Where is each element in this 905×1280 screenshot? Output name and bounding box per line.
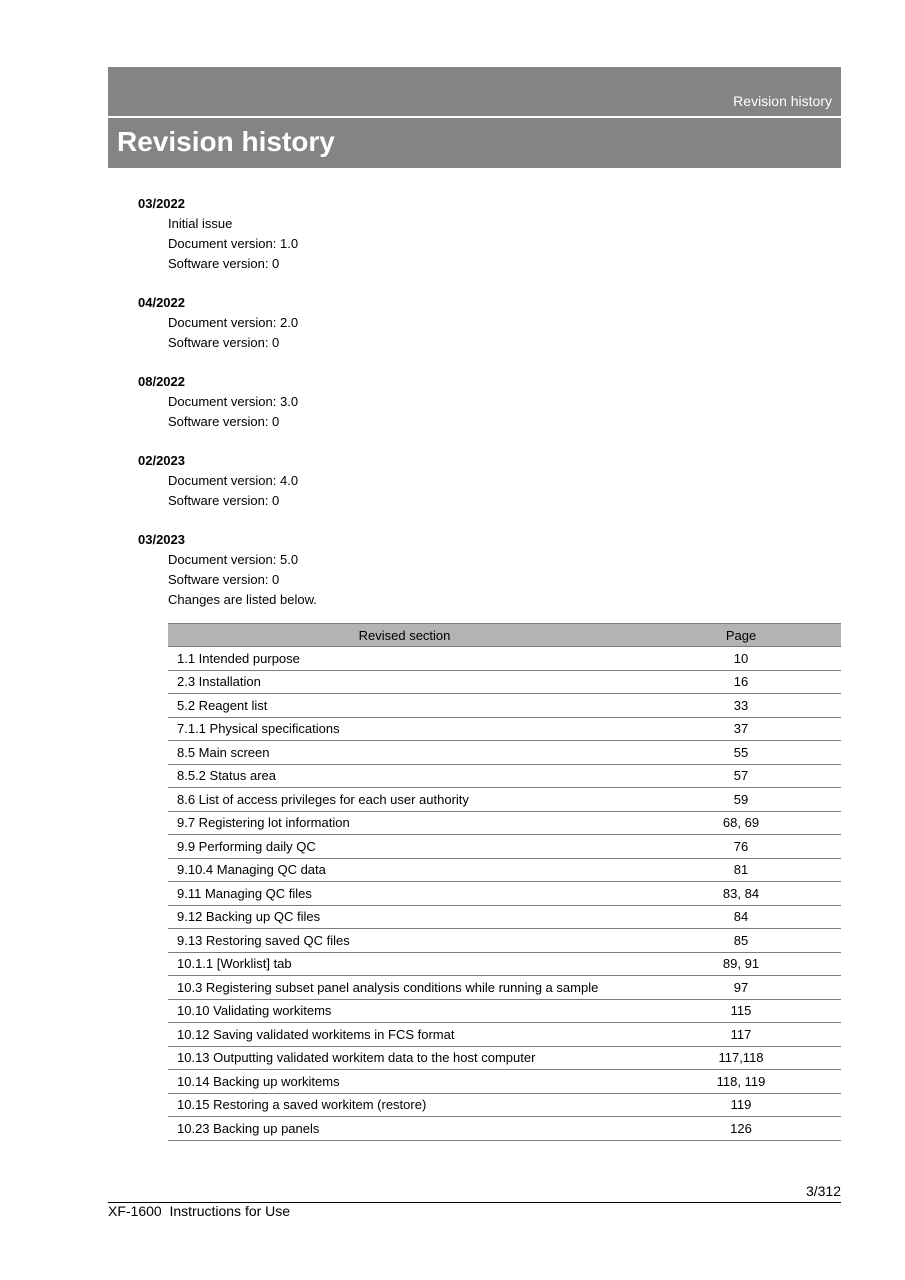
revised-section-cell: 10.1.1 [Worklist] tab bbox=[168, 952, 641, 976]
revised-sections-table bbox=[168, 623, 841, 1141]
revision-detail: Initial issue bbox=[168, 216, 233, 231]
revised-section-cell: 5.2 Reagent list bbox=[168, 694, 641, 718]
table-row bbox=[168, 976, 841, 1000]
page-cell: 115 bbox=[641, 999, 841, 1023]
page-cell: 55 bbox=[641, 741, 841, 765]
revision-entry bbox=[138, 451, 838, 511]
revision-date: 03/2022 bbox=[138, 196, 185, 211]
revision-entry bbox=[138, 293, 838, 353]
page-cell: 89, 91 bbox=[641, 952, 841, 976]
page-cell: 37 bbox=[641, 717, 841, 741]
revised-section-cell: 9.7 Registering lot information bbox=[168, 811, 641, 835]
page-title: Revision history bbox=[117, 126, 335, 157]
page-cell: 119 bbox=[641, 1093, 841, 1117]
table-row bbox=[168, 1046, 841, 1070]
revision-detail: Document version: 4.0 bbox=[168, 473, 299, 488]
page-cell: 68, 69 bbox=[641, 811, 841, 835]
page-cell: 83, 84 bbox=[641, 882, 841, 906]
table-row bbox=[168, 929, 841, 953]
revised-section-cell: 10.15 Restoring a saved workitem (restore) bbox=[168, 1093, 641, 1117]
table-row bbox=[168, 999, 841, 1023]
page-cell: 85 bbox=[641, 929, 841, 953]
table-row bbox=[168, 811, 841, 835]
revised-section-cell: 9.13 Restoring saved QC files bbox=[168, 929, 641, 953]
page-cell: 126 bbox=[641, 1117, 841, 1141]
revised-section-cell: 9.9 Performing daily QC bbox=[168, 835, 641, 859]
revision-date: 02/2023 bbox=[138, 453, 185, 468]
table-row bbox=[168, 858, 841, 882]
revised-section-cell: 10.13 Outputting validated workitem data to the host computer bbox=[168, 1046, 641, 1070]
revision-detail: Software version: 0 bbox=[168, 414, 280, 429]
page-cell: 84 bbox=[641, 905, 841, 929]
page-cell: 81 bbox=[641, 858, 841, 882]
table-row bbox=[168, 835, 841, 859]
revision-date: 03/2023 bbox=[138, 532, 185, 547]
revision-entry bbox=[138, 372, 838, 432]
revised-section-cell: 9.12 Backing up QC files bbox=[168, 905, 641, 929]
title-bar bbox=[108, 118, 841, 168]
page-cell: 97 bbox=[641, 976, 841, 1000]
table-row bbox=[168, 905, 841, 929]
table-row bbox=[168, 694, 841, 718]
revised-section-cell: 1.1 Intended purpose bbox=[168, 647, 641, 671]
page-cell: 76 bbox=[641, 835, 841, 859]
revised-section-cell: 10.14 Backing up workitems bbox=[168, 1070, 641, 1094]
revision-date: 04/2022 bbox=[138, 295, 185, 310]
revised-section-cell: 10.12 Saving validated workitems in FCS format bbox=[168, 1023, 641, 1047]
revision-detail: Document version: 5.0 bbox=[168, 552, 299, 567]
revised-section-cell: 8.6 List of access privileges for each user authority bbox=[168, 788, 641, 812]
revision-detail: Software version: 0 bbox=[168, 256, 280, 271]
revised-section-cell: 8.5.2 Status area bbox=[168, 764, 641, 788]
table-row bbox=[168, 1093, 841, 1117]
revision-detail: Software version: 0 bbox=[168, 493, 280, 508]
page-cell: 33 bbox=[641, 694, 841, 718]
table-row bbox=[168, 647, 841, 671]
revised-section-cell: 2.3 Installation bbox=[168, 670, 641, 694]
revision-detail: Changes are listed below. bbox=[168, 592, 317, 607]
table-row bbox=[168, 764, 841, 788]
table-header-row bbox=[168, 624, 841, 647]
table-row bbox=[168, 717, 841, 741]
table-row bbox=[168, 1070, 841, 1094]
revision-entry bbox=[138, 194, 838, 274]
revision-detail: Document version: 2.0 bbox=[168, 315, 299, 330]
revision-detail: Document version: 1.0 bbox=[168, 236, 299, 251]
revised-section-cell: 10.10 Validating workitems bbox=[168, 999, 641, 1023]
page-cell: 117 bbox=[641, 1023, 841, 1047]
column-header-revised-section: Revised section bbox=[168, 624, 641, 647]
footer-document-name: XF-1600 Instructions for Use bbox=[108, 1203, 291, 1219]
table-row bbox=[168, 882, 841, 906]
revised-section-cell: 7.1.1 Physical specifications bbox=[168, 717, 641, 741]
revision-detail: Software version: 0 bbox=[168, 335, 280, 350]
page-cell: 59 bbox=[641, 788, 841, 812]
page-cell: 117,118 bbox=[641, 1046, 841, 1070]
revised-section-cell: 9.10.4 Managing QC data bbox=[168, 858, 641, 882]
running-header-bar bbox=[108, 67, 841, 116]
page-cell: 118, 119 bbox=[641, 1070, 841, 1094]
revision-detail: Document version: 3.0 bbox=[168, 394, 299, 409]
table-row bbox=[168, 1023, 841, 1047]
table-row bbox=[168, 952, 841, 976]
revised-section-cell: 9.11 Managing QC files bbox=[168, 882, 641, 906]
revised-section-cell: 10.3 Registering subset panel analysis conditions while running a sample bbox=[168, 976, 641, 1000]
table-row bbox=[168, 788, 841, 812]
column-header-page: Page bbox=[641, 624, 841, 647]
page-cell: 57 bbox=[641, 764, 841, 788]
page-number: 3/312 bbox=[805, 1183, 841, 1199]
table-row bbox=[168, 670, 841, 694]
revision-list bbox=[138, 194, 838, 629]
revision-date: 08/2022 bbox=[138, 374, 185, 389]
table-row bbox=[168, 741, 841, 765]
table-row bbox=[168, 1117, 841, 1141]
page-cell: 10 bbox=[641, 647, 841, 671]
revised-section-cell: 8.5 Main screen bbox=[168, 741, 641, 765]
revision-detail: Software version: 0 bbox=[168, 572, 280, 587]
revision-entry bbox=[138, 530, 838, 610]
revised-section-cell: 10.23 Backing up panels bbox=[168, 1117, 641, 1141]
page-cell: 16 bbox=[641, 670, 841, 694]
running-header-label: Revision history bbox=[733, 93, 832, 109]
